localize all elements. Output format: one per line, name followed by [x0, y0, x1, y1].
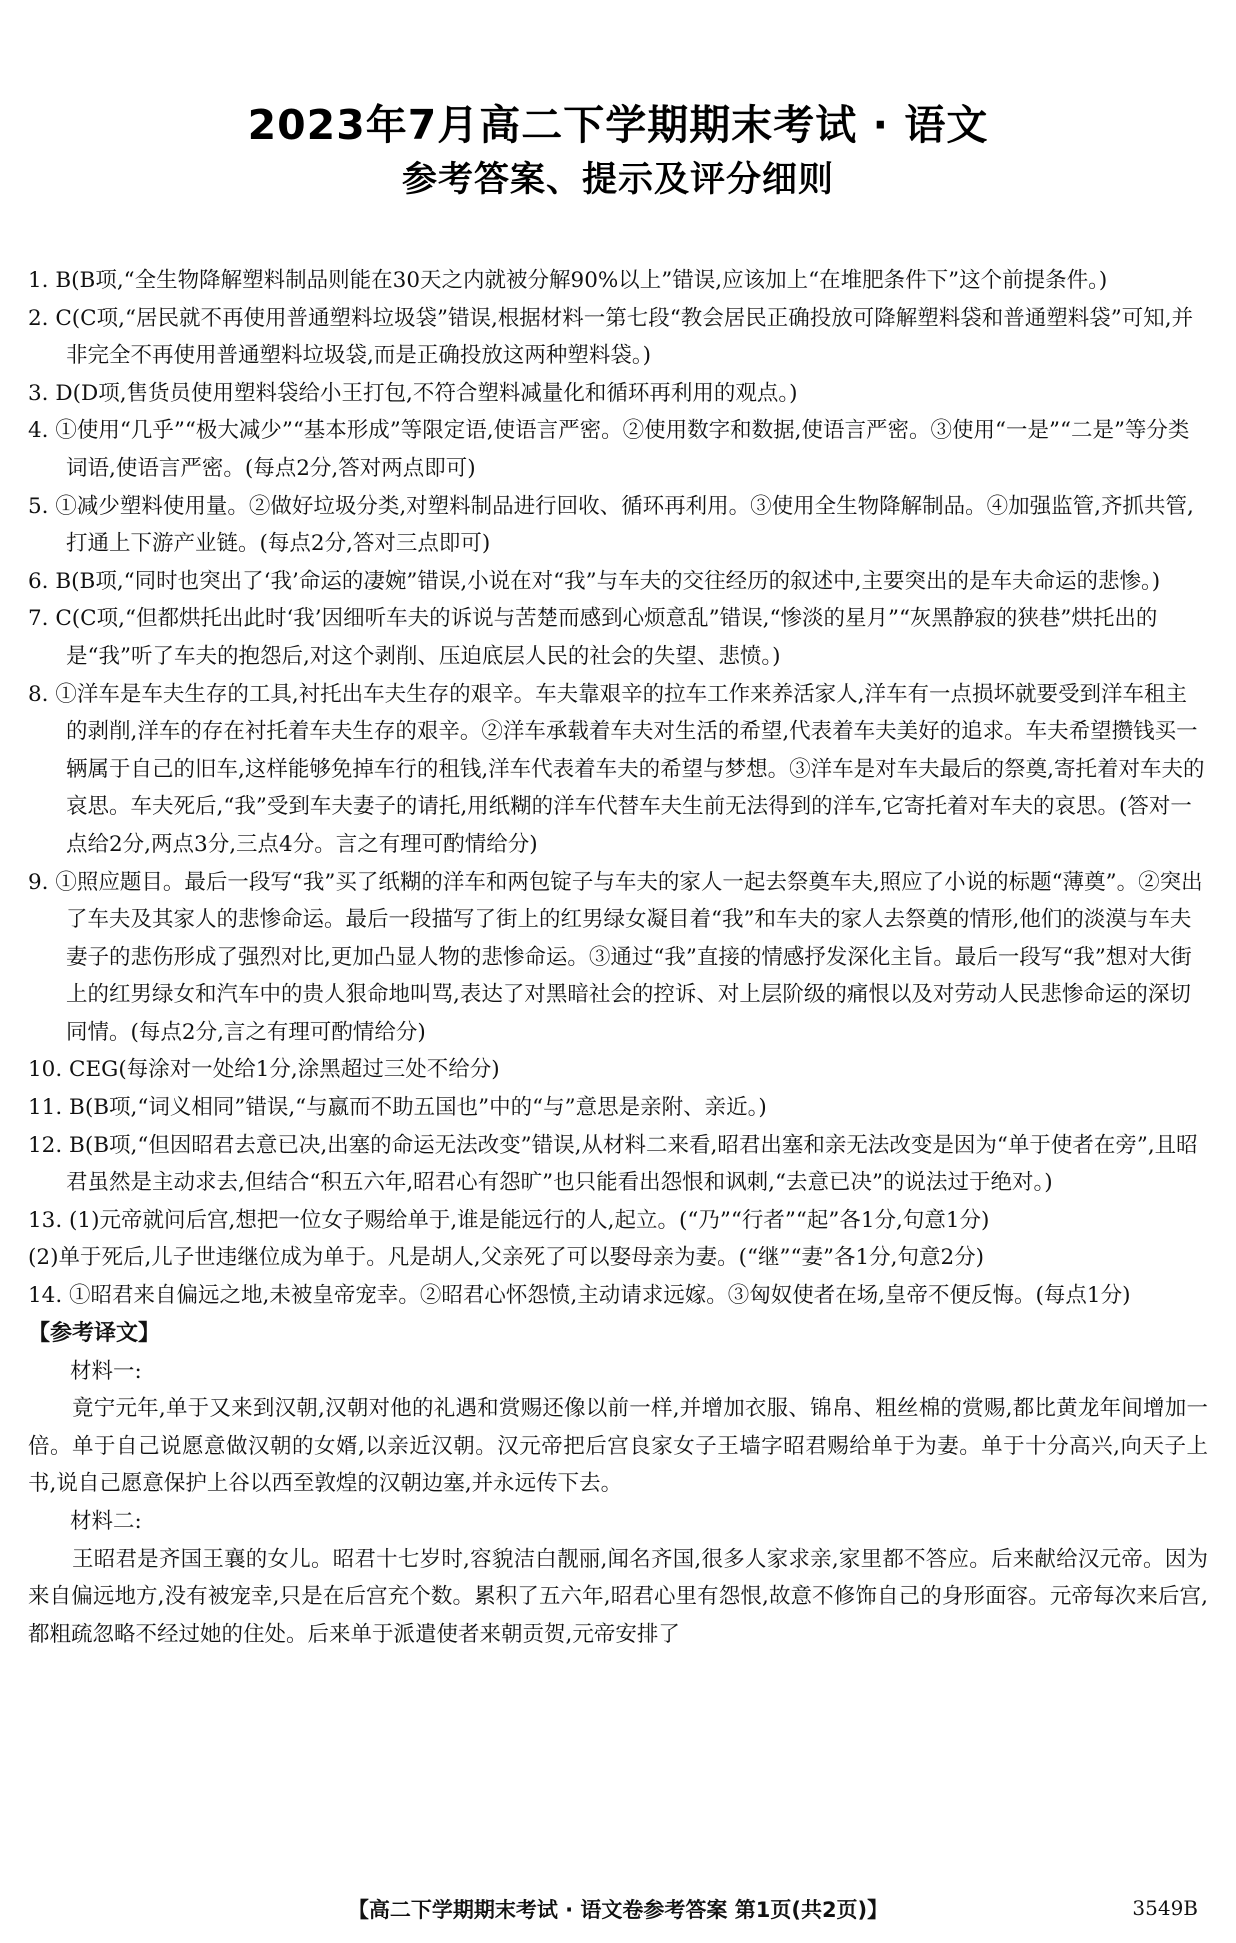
answer-item-8: 8. ①洋车是车夫生存的工具,衬托出车夫生存的艰辛。车夫靠艰辛的拉车工作来养活家人,洋车有一点损坏就要受到洋车租主的剥削,洋车的存在衬托着车夫生存的艰辛。②洋车承载着车夫对生活的希望,代表着车夫美好的追求。车夫希望攒钱买一辆属于自己的旧车,这样能够免掉车行的租钱,洋车代表着车夫的希望与梦想。③洋车是对车夫最后的祭奠,寄托着对车夫的哀思。车夫死后,“我”受到车夫妻子的请托,用纸糊的洋车代替车夫生前无法得到的洋车,它寄托着对车夫的哀思。(答对一点给2分,两点3分,三点4分。言之有理可酌情给分)	[28, 681, 1205, 857]
answer-list	[28, 262, 1208, 1653]
material-1-title: 材料一:	[70, 1358, 142, 1384]
answer-item-12: 12. B(B项,“但因昭君去意已决,出塞的命运无法改变”错误,从材料二来看,昭君出塞和亲无法改变是因为“单于使者在旁”,且昭君虽然是主动求去,但结合“积五六年,昭君心有怨旷”也只能看出怨恨和讽刺,“去意已决”的说法过于绝对。)	[28, 1132, 1198, 1196]
answer-item-4: 4. ①使用“几乎”“极大减少”“基本形成”等限定语,使语言严密。②使用数字和数据,使语言严密。③使用“一是”“二是”等分类词语,使语言严密。(每点2分,答对两点即可)	[28, 418, 1190, 481]
material-2-text: 王昭君是齐国王襄的女儿。昭君十七岁时,容貌洁白靓丽,闻名齐国,很多人家求亲,家里都不答应。后来献给汉元帝。因为来自偏远地方,没有被宠幸,只是在后宫充个数。累积了五六年,昭君心里有怨恨,故意不修饰自己的身形面容。元帝每次来后宫,都粗疏忽略不经过她的住处。后来单于派遣使者来朝贡贺,元帝安排了	[28, 1546, 1208, 1647]
material-2-title: 材料二:	[70, 1509, 142, 1534]
page-title: 2023年7月高二下学期期末考试 · 语文	[247, 101, 989, 149]
answer-item-7: 7. C(C项,“但都烘托出此时‘我’因细听车夫的诉说与苦楚而感到心烦意乱”错误,“惨淡的星月”“灰黑静寂的狭巷”烘托出的是“我”听了车夫的抱怨后,对这个剥削、压迫底层人民的社会的失望、悲愤。)	[28, 606, 1158, 669]
material-1-text: 竟宁元年,单于又来到汉朝,汉朝对他的礼遇和赏赐还像以前一样,并增加衣服、锦帛、粗丝棉的赏赐,都比黄龙年间增加一倍。单于自己说愿意做汉朝的女婿,以亲近汉朝。汉元帝把后宫良家女子王墙字昭君赐给单于为妻。单于十分高兴,向天子上书,说自己愿意保护上谷以西至敦煌的汉朝边塞,并永远传下去。	[28, 1396, 1208, 1497]
answer-item-13-part-1: 13. (1)元帝就问后宫,想把一位女子赐给单于,谁是能远行的人,起立。(“乃”“行者”“起”各1分,句意1分)	[28, 1207, 990, 1233]
answer-item-5: 5. ①减少塑料使用量。②做好垃圾分类,对塑料制品进行回收、循环再利用。③使用全生物降解制品。④加强监管,齐抓共管,打通上下游产业链。(每点2分,答对三点即可)	[28, 493, 1194, 557]
answer-item-9: 9. ①照应题目。最后一段写“我”买了纸糊的洋车和两包锭子与车夫的家人一起去祭奠车夫,照应了小说的标题“薄奠”。②突出了车夫及其家人的悲惨命运。最后一段描写了街上的红男绿女凝目着“我”和车夫的家人去祭奠的情形,他们的淡漠与车夫妻子的悲伤形成了强烈对比,更加凸显人物的悲惨命运。③通过“我”直接的情感抒发深化主旨。最后一段写“我”想对大街上的红男绿女和汽车中的贵人狠命地叫骂,表达了对黑暗社会的控诉、对上层阶级的痛恨以及对劳动人民悲惨命运的深切同情。(每点2分,言之有理可酌情给分)	[28, 869, 1203, 1045]
answer-item-13	[28, 1202, 1208, 1277]
answer-item-6: 6. B(B项,“同时也突出了‘我’命运的凄婉”错误,小说在对“我”与车夫的交往经历的叙述中,主要突出的是车夫命运的悲惨。)	[28, 568, 1161, 594]
answer-item-10: 10. CEG(每涂对一处给1分,涂黑超过三处不给分)	[28, 1057, 500, 1083]
answer-item-14: 14. ①昭君来自偏远之地,未被皇帝宠幸。②昭君心怀怨愤,主动请求远嫁。③匈奴使者在场,皇帝不便反悔。(每点1分)	[28, 1283, 1131, 1309]
answer-item-1: 1. B(B项,“全生物降解塑料制品则能在30天之内就被分解90%以上”错误,应该加上“在堆肥条件下”这个前提条件。)	[28, 268, 1108, 293]
answer-item-3: 3. D(D项,售货员使用塑料袋给小王打包,不符合塑料减量化和循环再利用的观点。)	[28, 380, 798, 406]
answer-item-2: 2. C(C项,“居民就不再使用普通塑料垃圾袋”错误,根据材料一第七段“教会居民正确投放可降解塑料袋和普通塑料袋”可知,并非完全不再使用普通塑料垃圾袋,而是正确投放这两种塑料袋。)	[28, 305, 1194, 369]
page-subtitle: 参考答案、提示及评分细则	[401, 160, 834, 200]
translation-heading: 【参考译文】	[28, 1320, 161, 1346]
page-footer: 【高二下学期期末考试 · 语文卷参考答案 第1页(共2页)】	[347, 1898, 889, 1922]
answer-item-13-part-2: (2)单于死后,儿子世违继位成为单于。凡是胡人,父亲死了可以娶母亲为妻。(“继”“妻”各1分,句意2分)	[28, 1245, 985, 1271]
answer-item-11: 11. B(B项,“词义相同”错误,“与嬴而不助五国也”中的“与”意思是亲附、亲近。)	[28, 1095, 767, 1121]
paper-code: 3549B	[1132, 1896, 1198, 1920]
reference-translation	[28, 1315, 1208, 1654]
